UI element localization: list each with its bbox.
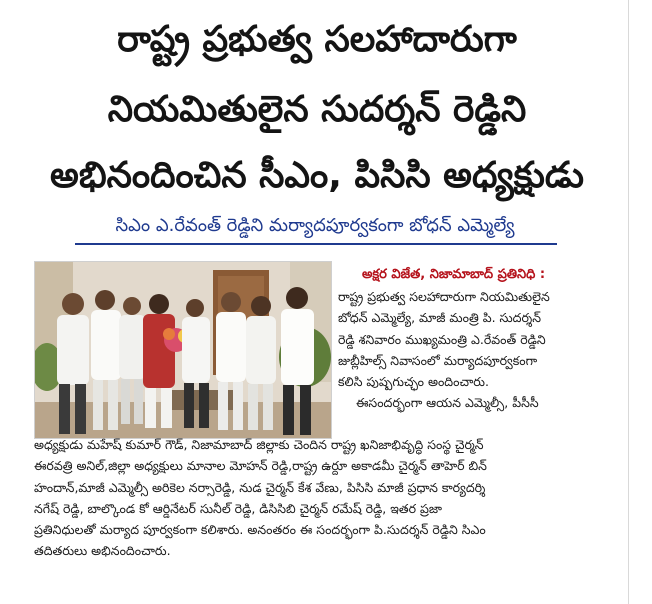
body-line: అధ్యక్షుడు మహేష్ కుమార్ గౌడ్, నిజామాబాద్ జిల్లాకు చెందిన రాష్ట్ర ఖనిజాభివృద్ధి సంస్థ చైర్మన్ <box>34 437 484 452</box>
body-line: ఈరవత్రి అనిల్,జిల్లా అధ్యక్షులు మానాల మోహన్ రెడ్డి,రాష్ట్ర ఉర్దూ అకాడమీ చైర్మన్ తాహెర్ బిన్ <box>34 458 487 474</box>
headline-line-3: అభినందించిన సీఎం, పిసిసి అధ్యక్షుడు <box>50 155 584 196</box>
body-line: రాష్ట్ర ప్రభుత్వ సలహాదారుగా నియమితులైన <box>338 289 550 304</box>
subheadline-underline <box>75 243 557 245</box>
subheadline: సిఎం ఎ.రేవంత్ రెడ్డిని మర్యాదపూర్వకంగా బోధన్ ఎమ్మెల్యే <box>115 215 515 236</box>
dateline: అక్షర విజేత, నిజామాబాద్ ప్రతినిధి : <box>362 267 546 282</box>
body-line: తదితరులు అభినందించారు. <box>34 543 171 559</box>
body-line: బోధన్ ఎమ్మెల్యే, మాజీ మంత్రి పి. సుదర్శన్ <box>338 310 541 326</box>
news-photo <box>34 261 332 439</box>
headline-line-1: రాష్ట్ర ప్రభుత్వ సలహాదారుగా <box>117 19 517 60</box>
body-line: కలిసి పుష్పగుచ్ఛం అందించారు. <box>338 374 489 390</box>
body-line: నగేష్ రెడ్డి, బాల్కొండ కో ఆర్డినేటర్ సునీల్ రెడ్డి, డిసిసిబి చైర్మన్ రమేష్ రెడ్డి, ఇతర ప్రజా <box>34 500 442 516</box>
body-line: హందాన్,మాజీ ఎమ్మెల్సీ అరికెల నర్సారెడ్డి, నుడ చైర్మన్ కేశ వేణు, పిసిసి మాజీ ప్రధాన కార్యదర్శి <box>34 479 486 495</box>
headline-line-2: నియమితులైన సుదర్శన్ రెడ్డిని <box>107 89 527 130</box>
article-body-right-column <box>338 286 618 414</box>
body-line: రెడ్డి శనివారం ముఖ్యమంత్రి ఎ.రేవంత్ రెడ్డిని <box>338 331 546 347</box>
body-line: జుబ్లీహిల్స్ నివాసంలో మర్యాదపూర్వకంగా <box>338 352 538 368</box>
article-body-full-width <box>34 434 624 562</box>
body-line: ఈసందర్భంగా ఆయన ఎమ్మెల్సీ, పీసీసీ <box>356 395 539 411</box>
page-edge-divider <box>628 0 629 604</box>
group-photo-illustration <box>35 262 331 438</box>
body-line: ప్రతినిధులతో మర్యాద పూర్వకంగా కలిశారు. అనంతరం ఈ సందర్భంగా పి.సుదర్శన్ రెడ్డిని సిఎం <box>34 522 486 538</box>
